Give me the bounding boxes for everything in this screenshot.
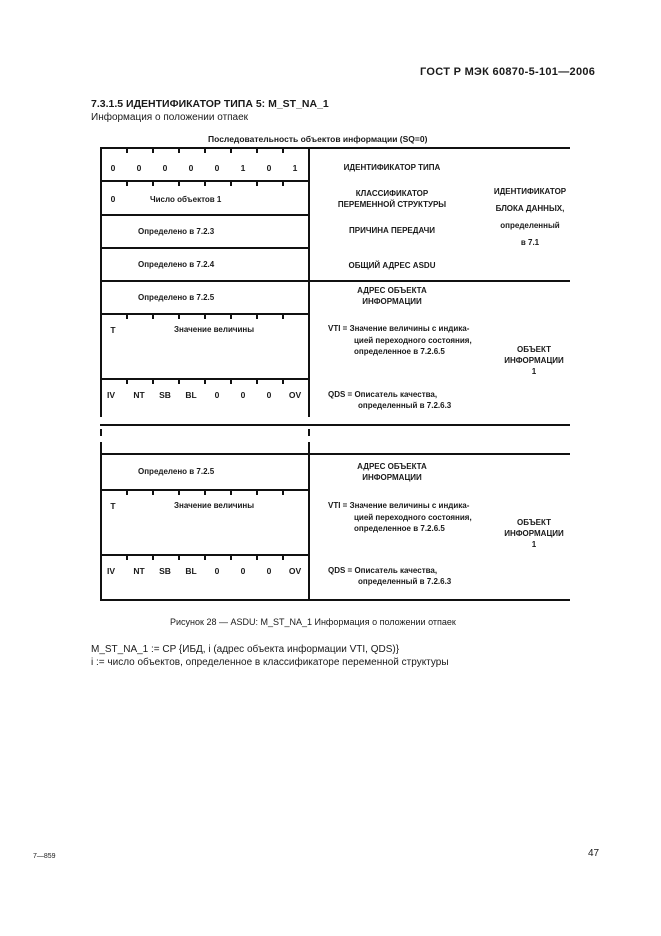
vti-desc-line1: VTI = Значение величины с индика- xyxy=(328,324,470,333)
sequence-title: Последовательность объектов информации (SQ=0) xyxy=(208,134,428,144)
vti-desc-line1: VTI = Значение величины с индика- xyxy=(328,501,470,510)
page-number: 47 xyxy=(588,848,600,859)
io-label-line2: ИНФОРМАЦИИ xyxy=(504,529,564,538)
io-label-line1: ОБЪЕКТ xyxy=(517,518,551,527)
type-bit: 0 xyxy=(214,163,220,173)
t-bit: T xyxy=(110,325,116,335)
figure-caption: Рисунок 28 — ASDU: M_ST_NA_1 Информация о положении отпаек xyxy=(170,617,456,627)
bit-field-border xyxy=(308,147,310,417)
type-bit: 1 xyxy=(240,163,246,173)
qds-bit: SB xyxy=(159,390,171,400)
value-label: Значение величины xyxy=(174,325,255,334)
qds-bit: OV xyxy=(288,566,302,576)
bit-field-border xyxy=(308,442,310,601)
left-border xyxy=(100,147,102,417)
ioa-label-line2: ИНФОРМАЦИИ xyxy=(362,297,422,306)
row-line xyxy=(100,247,310,249)
qds-bit: 0 xyxy=(240,566,246,576)
qds-desc-line2: определенный в 7.2.6.3 xyxy=(358,577,452,586)
ioa-label-line1: АДРЕС ОБЪЕКТА xyxy=(357,462,427,471)
row-line xyxy=(100,147,570,149)
type-bit: 1 xyxy=(292,163,298,173)
bit-field-border-break xyxy=(308,429,310,436)
left-border xyxy=(100,442,102,601)
qds-desc-line2: определенный в 7.2.6.3 xyxy=(358,401,452,410)
row-line xyxy=(100,214,310,216)
qds-bit: IV xyxy=(106,566,116,576)
qds-desc-line1: QDS = Описатель качества, xyxy=(328,390,438,399)
left-border-break xyxy=(100,429,102,436)
sq-bit: 0 xyxy=(110,194,116,204)
qds-bit: SB xyxy=(159,566,171,576)
vsq-label-line2: ПЕРЕМЕННОЙ СТРУКТУРЫ xyxy=(337,200,447,209)
qds-desc-line1: QDS = Описатель качества, xyxy=(328,566,438,575)
ioa-definition: Определено в 7.2.5 xyxy=(138,467,215,476)
section-title: 7.3.1.5 ИДЕНТИФИКАТОР ТИПА 5: M_ST_NA_1 xyxy=(91,98,329,110)
qds-bit: OV xyxy=(288,390,302,400)
type-bit: 0 xyxy=(162,163,168,173)
vsq-label-line1: КЛАССИФИКАТОР xyxy=(355,189,429,198)
type-bit: 0 xyxy=(266,163,272,173)
row-line xyxy=(100,424,570,426)
io-label-line3: 1 xyxy=(531,367,537,376)
document-header: ГОСТ Р МЭК 60870-5-101—2006 xyxy=(420,66,596,78)
qds-bit: IV xyxy=(106,390,116,400)
type-bit: 0 xyxy=(110,163,116,173)
dui-label-line1: ИДЕНТИФИКАТОР xyxy=(493,187,567,196)
type-id-label: ИДЕНТИФИКАТОР ТИПА xyxy=(343,163,441,172)
common-address-label: ОБЩИЙ АДРЕС ASDU xyxy=(348,261,436,270)
io-label-line3: 1 xyxy=(531,540,537,549)
qds-bit: NT xyxy=(133,390,145,400)
vti-desc-line2: цией переходного состояния, xyxy=(354,513,472,522)
io-label-line1: ОБЪЕКТ xyxy=(517,345,551,354)
dui-label-line4: в 7.1 xyxy=(520,238,540,247)
dui-label-line3: определенный xyxy=(500,221,560,230)
footer-code: 7—859 xyxy=(33,853,56,860)
ioa-label-line1: АДРЕС ОБЪЕКТА xyxy=(357,286,427,295)
qds-bit: BL xyxy=(185,566,197,576)
vti-desc-line3: определенное в 7.2.6.5 xyxy=(354,524,445,533)
ioa-label-line2: ИНФОРМАЦИИ xyxy=(362,473,422,482)
ioa-definition: Определено в 7.2.5 xyxy=(138,293,215,302)
qds-bit: 0 xyxy=(240,390,246,400)
formula-line1: M_ST_NA_1 := CP {ИБД, i (адрес объекта информации VTI, QDS)} xyxy=(91,644,400,655)
type-bit: 0 xyxy=(136,163,142,173)
qds-bit: 0 xyxy=(214,566,220,576)
qds-bit: 0 xyxy=(214,390,220,400)
common-address-definition: Определено в 7.2.4 xyxy=(138,260,215,269)
qds-bit: NT xyxy=(133,566,145,576)
qds-bit: BL xyxy=(185,390,197,400)
row-line xyxy=(100,453,570,455)
io-label-line2: ИНФОРМАЦИИ xyxy=(504,356,564,365)
count-label: Число объектов 1 xyxy=(150,195,222,204)
section-subtitle: Информация о положении отпаек xyxy=(91,112,249,123)
qds-bit: 0 xyxy=(266,566,272,576)
formula-line2: i := число объектов, определенное в классификаторе переменной структуры xyxy=(91,657,449,668)
qds-bit: 0 xyxy=(266,390,272,400)
value-label: Значение величины xyxy=(174,501,255,510)
cause-definition: Определено в 7.2.3 xyxy=(138,227,215,236)
row-line xyxy=(100,280,570,282)
t-bit: T xyxy=(110,501,116,511)
type-bit: 0 xyxy=(188,163,194,173)
vti-desc-line3: определенное в 7.2.6.5 xyxy=(354,347,445,356)
row-line xyxy=(100,599,570,601)
vti-desc-line2: цией переходного состояния, xyxy=(354,336,472,345)
asdu-diagram xyxy=(100,147,570,601)
dui-label-line2: БЛОКА ДАННЫХ, xyxy=(495,204,565,213)
cot-label: ПРИЧИНА ПЕРЕДАЧИ xyxy=(349,226,435,235)
